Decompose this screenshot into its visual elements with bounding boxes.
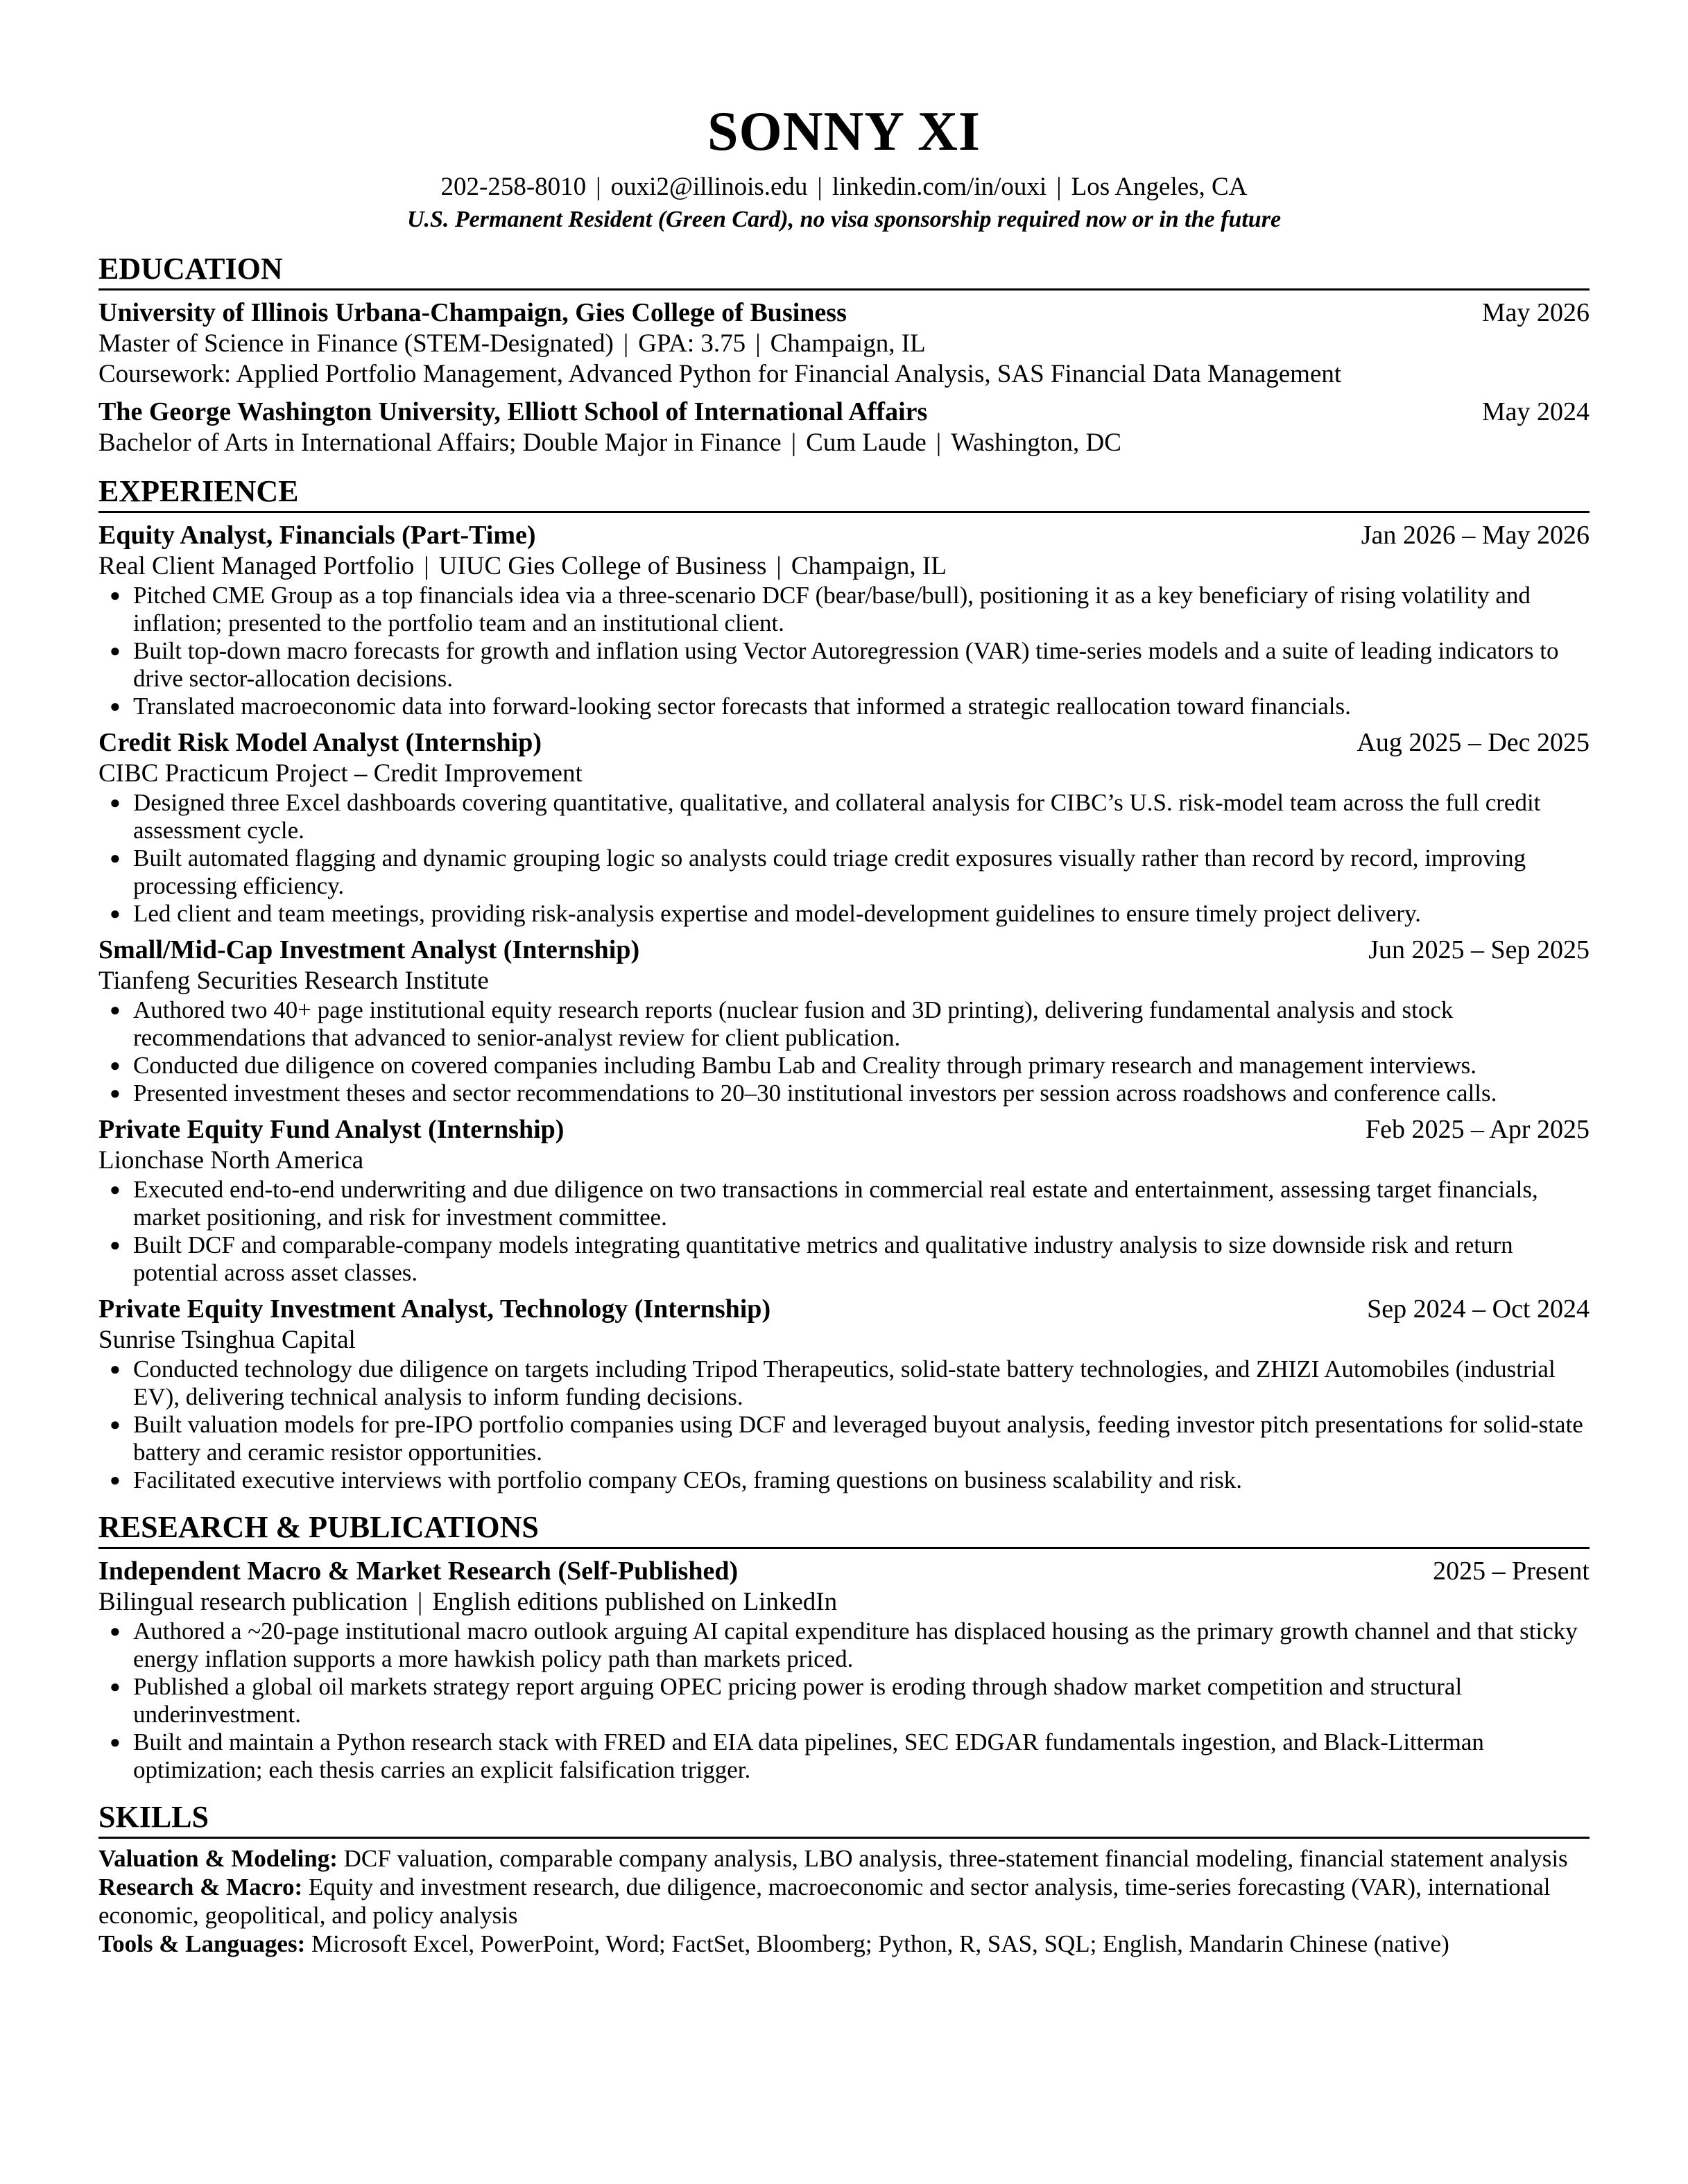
- skill-line: [98, 1844, 1590, 1873]
- role-title: Credit Risk Model Analyst (Internship): [98, 728, 542, 757]
- bullet-list: [98, 582, 1590, 720]
- education-section: [98, 251, 1590, 458]
- role-title: Equity Analyst, Financials (Part-Time): [98, 521, 536, 550]
- bullet-item: ● Published a global oil markets strategy report arguing OPEC pricing power is eroding through shadow market competition and structural underinvestment.: [133, 1673, 1590, 1728]
- bullet-list: [98, 1355, 1590, 1494]
- role-title: Private Equity Fund Analyst (Internship): [98, 1115, 565, 1144]
- date-range: Sep 2024 – Oct 2024: [1367, 1294, 1590, 1324]
- organization-part: CIBC Practicum Project – Credit Improvement: [98, 759, 583, 788]
- skill-label: Research & Macro:: [98, 1873, 303, 1900]
- school-location: Washington, DC: [951, 428, 1121, 457]
- separator: |: [623, 329, 629, 358]
- experience-entry: [98, 520, 1590, 720]
- skills-list: [98, 1844, 1590, 1958]
- organization-line: [98, 1325, 1590, 1355]
- role-title: Private Equity Investment Analyst, Technology (Internship): [98, 1294, 771, 1324]
- bullet-item: ● Led client and team meetings, providing risk-analysis expertise and model-development guidelines to ensure timely project delivery.: [133, 900, 1590, 928]
- separator: |: [417, 1588, 423, 1616]
- organization-line: [98, 1145, 1590, 1176]
- bullet-item: ● Conducted technology due diligence on targets including Tripod Therapeutics, solid-state battery technologies, and ZHIZI Automobiles (industrial EV), delivering technical analysis to inform funding decisions.: [133, 1355, 1590, 1411]
- organization-part: Lionchase North America: [98, 1146, 364, 1175]
- experience-entry: [98, 1294, 1590, 1494]
- skills-section: [98, 1799, 1590, 1958]
- skill-text: Equity and investment research, due diligence, macroeconomic and sector analysis, time-series forecasting (VAR), international economic, geopolitical, and policy analysis: [98, 1873, 1551, 1929]
- degree-line: [98, 329, 1590, 359]
- separator: |: [1056, 173, 1062, 201]
- organization-part: Tianfeng Securities Research Institute: [98, 967, 489, 995]
- degree: Master of Science in Finance (STEM-Designated): [98, 329, 614, 358]
- organization-part: Bilingual research publication: [98, 1588, 408, 1616]
- experience-entry: [98, 1114, 1590, 1287]
- separator: |: [776, 552, 782, 580]
- organization-part: Real Client Managed Portfolio: [98, 552, 415, 580]
- experience-section: [98, 474, 1590, 1494]
- entry-header: [98, 520, 1590, 551]
- skill-line: [98, 1873, 1590, 1930]
- linkedin-link[interactable]: linkedin.com/in/ouxi: [832, 173, 1047, 201]
- coursework: Coursework: Applied Portfolio Management, Advanced Python for Financial Analysis, SAS Financial Data Management: [98, 360, 1342, 388]
- bullet-item: ● Built and maintain a Python research stack with FRED and EIA data pipelines, SEC EDGAR fundamentals ingestion, and Black-Litterman optimization; each thesis carries an explicit falsification trigger.: [133, 1728, 1590, 1784]
- school-name: University of Illinois Urbana-Champaign, Gies College of Business: [98, 298, 847, 327]
- education-entry: [98, 297, 1590, 390]
- experience-list: [98, 520, 1590, 1494]
- education-entry: [98, 397, 1590, 458]
- date-range: Aug 2025 – Dec 2025: [1357, 728, 1590, 757]
- bullet-item: ● Translated macroeconomic data into forward-looking sector forecasts that informed a strategic reallocation toward financials.: [133, 693, 1590, 720]
- separator: |: [791, 428, 797, 457]
- experience-entry: [98, 935, 1590, 1107]
- bullet-item: ● Built top-down macro forecasts for growth and inflation using Vector Autoregression (VAR) time-series models and a suite of leading indicators to drive sector-allocation decisions.: [133, 637, 1590, 693]
- section-title: EDUCATION: [98, 251, 1590, 291]
- date-range: Feb 2025 – Apr 2025: [1366, 1115, 1590, 1144]
- date-range: Jun 2025 – Sep 2025: [1368, 935, 1590, 964]
- entry-header: [98, 727, 1590, 759]
- organization-part: Champaign, IL: [791, 552, 947, 580]
- separator: |: [755, 329, 761, 358]
- organization-line: [98, 1587, 1590, 1618]
- research-list: [98, 1556, 1590, 1784]
- bullet-item: ● Built automated flagging and dynamic grouping logic so analysts could triage credit exposures visually rather than record by record, improving processing efficiency.: [133, 844, 1590, 900]
- entry-header: [98, 1556, 1590, 1587]
- location: Los Angeles, CA: [1071, 173, 1248, 201]
- separator: |: [817, 173, 823, 201]
- degree: Bachelor of Arts in International Affairs; Double Major in Finance: [98, 428, 782, 457]
- bullet-list: [98, 1176, 1590, 1287]
- bullet-item: ● Executed end-to-end underwriting and due diligence on two transactions in commercial real estate and entertainment, assessing target financials, market positioning, and risk for investment committee.: [133, 1176, 1590, 1231]
- role-title: Small/Mid-Cap Investment Analyst (Internship): [98, 935, 640, 964]
- date-range: 2025 – Present: [1433, 1557, 1590, 1586]
- bullet-item: ● Designed three Excel dashboards covering quantitative, qualitative, and collateral analysis for CIBC’s U.S. risk-model team across the full credit assessment cycle.: [133, 789, 1590, 844]
- phone: 202-258-8010: [440, 173, 587, 201]
- research-entry: [98, 1556, 1590, 1784]
- bullet-item: ● Authored a ~20-page institutional macro outlook arguing AI capital expenditure has displaced housing as the primary growth channel and that sticky energy inflation supports a more hawkish policy path than markets priced.: [133, 1618, 1590, 1673]
- entry-header: [98, 935, 1590, 966]
- graduation-date: May 2026: [1481, 298, 1590, 327]
- section-title: SKILLS: [98, 1799, 1590, 1839]
- school-location: Champaign, IL: [770, 329, 926, 358]
- section-title: EXPERIENCE: [98, 474, 1590, 513]
- bullet-item: ● Presented investment theses and sector recommendations to 20–30 institutional investors per session across roadshows and conference calls.: [133, 1080, 1590, 1107]
- organization-line: [98, 759, 1590, 789]
- contact-line: [98, 171, 1590, 204]
- graduation-date: May 2024: [1481, 397, 1590, 426]
- organization-line: [98, 551, 1590, 582]
- candidate-name: SONNY XI: [707, 101, 981, 162]
- skill-label: Tools & Languages:: [98, 1930, 306, 1957]
- skill-text: Microsoft Excel, PowerPoint, Word; FactSet, Bloomberg; Python, R, SAS, SQL; English, Mandarin Chinese (native): [311, 1930, 1449, 1957]
- date-range: Jan 2026 – May 2026: [1361, 521, 1590, 550]
- school-name: The George Washington University, Elliott School of International Affairs: [98, 397, 928, 426]
- bullet-item: ● Built valuation models for pre-IPO portfolio companies using DCF and leveraged buyout analysis, feeding investor pitch presentations for solid-state battery and ceramic resistor opportunities.: [133, 1411, 1590, 1466]
- honors: Cum Laude: [806, 428, 927, 457]
- entry-header: [98, 1114, 1590, 1145]
- skill-line: [98, 1930, 1590, 1958]
- skill-label: Valuation & Modeling:: [98, 1845, 338, 1872]
- gpa: GPA: 3.75: [638, 329, 746, 358]
- organization-part: Sunrise Tsinghua Capital: [98, 1326, 356, 1354]
- bullet-item: ● Authored two 40+ page institutional equity research reports (nuclear fusion and 3D printing), delivering fundamental analysis and stock recommendations that advanced to senior-analyst review for client publication.: [133, 996, 1590, 1052]
- bullet-item: ● Conducted due diligence on covered companies including Bambu Lab and Creality through primary research and management interviews.: [133, 1052, 1590, 1080]
- organization-line: [98, 966, 1590, 996]
- organization-part: UIUC Gies College of Business: [438, 552, 767, 580]
- separator: |: [936, 428, 942, 457]
- entry-header: [98, 1294, 1590, 1325]
- skill-text: DCF valuation, comparable company analysis, LBO analysis, three-statement financial modeling, financial statement analysis: [343, 1845, 1568, 1872]
- bullet-list: [98, 789, 1590, 928]
- bullet-item: ● Built DCF and comparable-company models integrating quantitative metrics and qualitative industry analysis to size downside risk and return potential across asset classes.: [133, 1231, 1590, 1287]
- role-title: Independent Macro & Market Research (Self-Published): [98, 1557, 739, 1586]
- residency-status: U.S. Permanent Resident (Green Card), no visa sponsorship required now or in the future: [406, 207, 1282, 232]
- experience-entry: [98, 727, 1590, 928]
- bullet-item: ● Pitched CME Group as a top financials idea via a three-scenario DCF (bear/base/bull), positioning it as a key beneficiary of rising volatility and inflation; presented to the portfolio team and an institutional client.: [133, 582, 1590, 637]
- separator: |: [424, 552, 429, 580]
- organization-part: English editions published on LinkedIn: [432, 1588, 838, 1616]
- separator: |: [596, 173, 601, 201]
- degree-line: [98, 428, 1590, 458]
- research-section: [98, 1509, 1590, 1784]
- bullet-list: [98, 996, 1590, 1107]
- bullet-item: ● Facilitated executive interviews with portfolio company CEOs, framing questions on business scalability and risk.: [133, 1466, 1590, 1494]
- email-link[interactable]: ouxi2@illinois.edu: [610, 173, 808, 201]
- section-title: RESEARCH & PUBLICATIONS: [98, 1509, 1590, 1549]
- bullet-list: [98, 1618, 1590, 1784]
